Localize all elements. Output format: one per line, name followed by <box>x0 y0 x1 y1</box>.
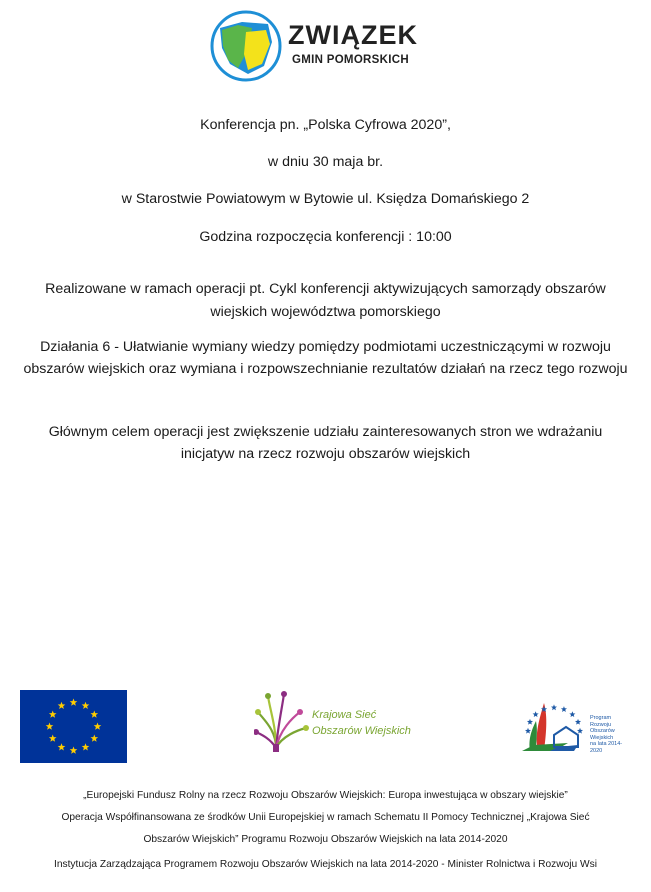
eu-star-icon <box>46 723 54 730</box>
logo-title: ZWIĄZEK <box>288 20 418 50</box>
eu-star-icon <box>58 743 66 750</box>
eu-star-icon <box>58 702 66 709</box>
prow-text-line-4: Wiejskich <box>590 734 614 741</box>
conference-start-time: Godzina rozpoczęcia konferencji : 10:00 <box>199 229 452 245</box>
zwiazek-gmin-pomorskich-logo <box>208 8 428 84</box>
prow-star-icon <box>525 728 531 734</box>
ksow-emblem <box>254 690 444 754</box>
footer-line-2: Operacja Współfinansowana ze środków Unii Europejskiej w ramach Schematu II Pomocy Technicznej „Krajowa Sieć <box>61 812 590 823</box>
footer-line-1: „Europejski Fundusz Rolny na rzecz Rozwoju Obszarów Wiejskich: Europa inwestująca w obszary wiejskie” <box>83 790 568 801</box>
footer-line-3: Obszarów Wiejskich” Programu Rozwoju Obszarów Wiejskich na lata 2014-2020 <box>143 834 508 845</box>
goal-line-2: inicjatyw na rzecz rozwoju obszarów wiejskich <box>180 446 471 462</box>
realized-line-1: Realizowane w ramach operacji pt. Cykl konferencji aktywizujących samorządy obszarów <box>45 281 606 297</box>
logo-subtitle: GMIN POMORSKICH <box>292 54 409 66</box>
prow-star-icon <box>551 704 557 710</box>
eu-star-icon <box>90 735 98 742</box>
prow-star-icon <box>569 711 575 717</box>
action-line-1: Działania 6 - Ułatwianie wymiany wiedzy pomiędzy podmiotami uczestniczącymi w rozwoju <box>40 339 611 355</box>
eu-star-icon <box>49 735 57 742</box>
eu-stars <box>20 690 127 763</box>
conference-title: Konferencja pn. „Polska Cyfrowa 2020”, <box>200 117 451 133</box>
eu-star-icon <box>70 699 78 706</box>
prow-emblem <box>514 695 589 755</box>
footer-line-4: Instytucja Zarządzająca Programem Rozwoju Obszarów Wiejskich na lata 2014-2020 - Minister Rolnictwa i Rozwoju Wsi <box>54 859 597 870</box>
ksow-name-line-1: Krajowa Sieć <box>312 709 377 721</box>
eu-flag-logo <box>20 690 127 763</box>
goal-line-1: Głównym celem operacji jest zwiększenie udziału zainteresowanych stron we wdrażaniu <box>48 424 603 440</box>
conference-date: w dniu 30 maja br. <box>267 154 384 170</box>
ksow-logo <box>254 690 444 754</box>
logo-emblem <box>208 8 428 84</box>
conference-place: w Starostwie Powiatowym w Bytowie ul. Księdza Domańskiego 2 <box>121 191 530 207</box>
action-line-2: obszarów wiejskich oraz wymiana i rozpowszechnianie rezultatów działań na rzecz tego rozwoju <box>23 361 628 377</box>
eu-star-icon <box>49 711 57 718</box>
prow-text-line-5: na lata 2014-2020 <box>590 741 623 754</box>
prow-text-line-1: Program <box>590 715 612 721</box>
ksow-name-line-2: Obszarów Wiejskich <box>312 725 411 737</box>
eu-star-icon <box>90 711 98 718</box>
prow-star-icon <box>577 728 583 734</box>
prow-text-line-2: Rozwoju <box>590 721 612 728</box>
prow-star-icon <box>527 719 533 725</box>
eu-star-icon <box>82 743 90 750</box>
realized-line-2: wiejskich województwa pomorskiego <box>210 304 441 320</box>
prow-star-icon <box>533 711 539 717</box>
prow-logo <box>514 695 624 755</box>
eu-star-icon <box>70 747 78 754</box>
eu-star-icon <box>94 723 102 730</box>
prow-star-icon <box>575 719 581 725</box>
prow-star-icon <box>561 706 567 712</box>
prow-text <box>590 715 624 754</box>
prow-text-line-3: Obszarów <box>590 728 615 734</box>
eu-star-icon <box>82 702 90 709</box>
